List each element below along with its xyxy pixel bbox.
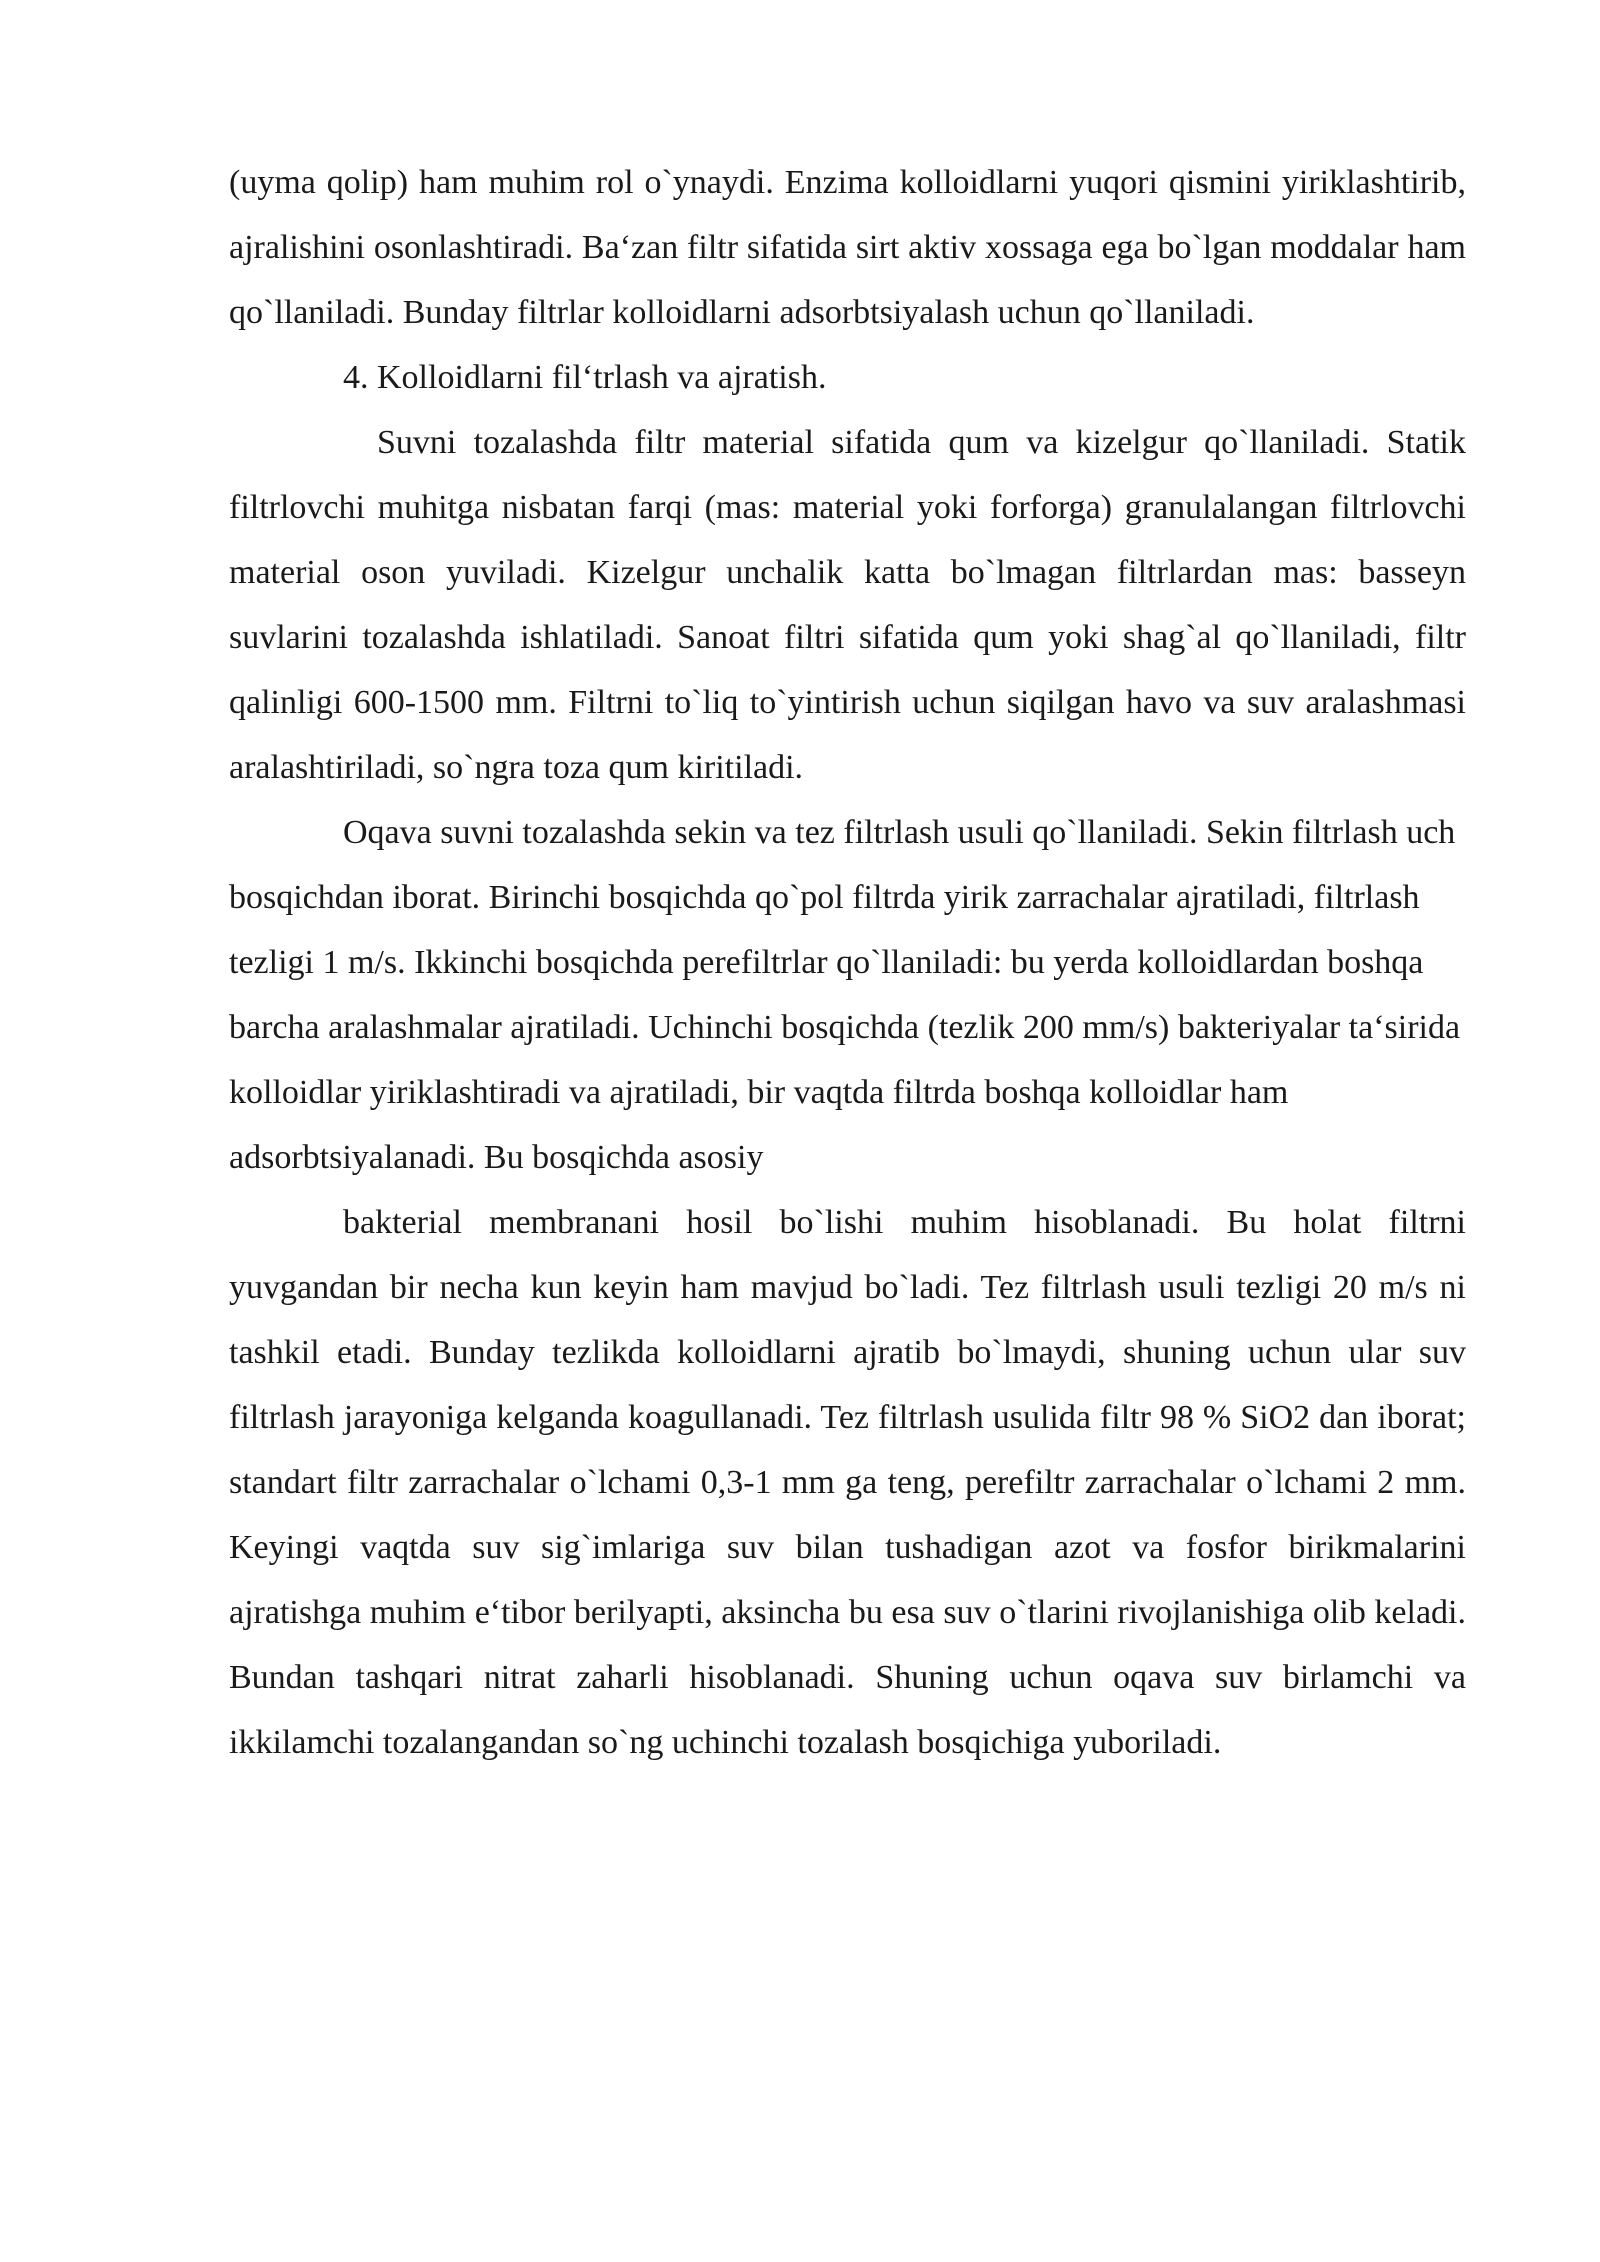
section-heading: 4. Kolloidlarni fil‘trlash va ajratish. <box>343 359 827 396</box>
document-body <box>229 150 1466 1775</box>
paragraph-filter-materials: Suvni tozalashda filtr material sifatida qum va kizelgur qo`llaniladi. Statik filtrlovchi muhitga nisbatan farqi (mas: material yoki forforga) granulalangan filtrlovchi material oson yuviladi. Kizelgur unchalik katta bo`lmagan filtrlardan mas: basseyn suvlarini tozalashda ishlatiladi. Sanoat filtri sifatida qum yoki shag`al qo`llaniladi, filtr qalinligi 600-1500 mm. Filtrni to`liq to`yintirish uchun siqilgan havo va suv aralashmasi aralashtiriladi, so`ngra toza qum kiritiladi. <box>229 424 1466 786</box>
paragraph-bacterial-membrane: bakterial membranani hosil bo`lishi muhim hisoblanadi. Bu holat filtrni yuvgandan bir necha kun keyin ham mavjud bo`ladi. Tez filtrlash usuli tezligi 20 m/s ni tashkil etadi. Bunday tezlikda kolloidlarni ajratib bo`lmaydi, shuning uchun ular suv filtrlash jarayoniga kelganda koagullanadi. Tez filtrlash usulida filtr 98 % SiO2 dan iborat; standart filtr zarrachalar o`lchami 0,3-1 mm ga teng, perefiltr zarrachalar o`lchami 2 mm. Keyingi vaqtda suv sig`imlariga suv bilan tushadigan azot va fosfor birikmalarini ajratishga muhim e‘tibor berilyapti, aksincha bu esa suv o`tlarini rivojlanishiga olib keladi. Bundan tashqari nitrat zaharli hisoblanadi. Shuning uchun oqava suv birlamchi va ikkilamchi tozalangandan so`ng uchinchi tozalash bosqichiga yuboriladi. <box>229 1204 1466 1761</box>
paragraph-slow-fast-filtration: Oqava suvni tozalashda sekin va tez filtrlash usuli qo`llaniladi. Sekin filtrlash uch bosqichdan iborat. Birinchi bosqichda qo`pol filtrda yirik zarrachalar ajratiladi, filtrlash tezligi 1 m/s. Ikkinchi bosqichda perefiltrlar qo`llaniladi: bu yerda kolloidlardan boshqa barcha aralashmalar ajratiladi. Uchinchi bosqichda (tezlik 200 mm/s) bakteriyalar ta‘sirida kolloidlar yiriklashtiradi va ajratiladi, bir vaqtda filtrda boshqa kolloidlar ham adsorbtsiyalanadi. Bu bosqichda asosiy <box>229 814 1461 1176</box>
paragraph-continuation: (uyma qolip) ham muhim rol o`ynaydi. Enzima kolloidlarni yuqori qismini yiriklashtirib, ajralishini osonlashtiradi. Ba‘zan filtr sifatida sirt aktiv xossaga ega bo`lgan moddalar ham qo`llaniladi. Bunday filtrlar kolloidlarni adsorbtsiyalash uchun qo`llaniladi. <box>229 164 1466 331</box>
